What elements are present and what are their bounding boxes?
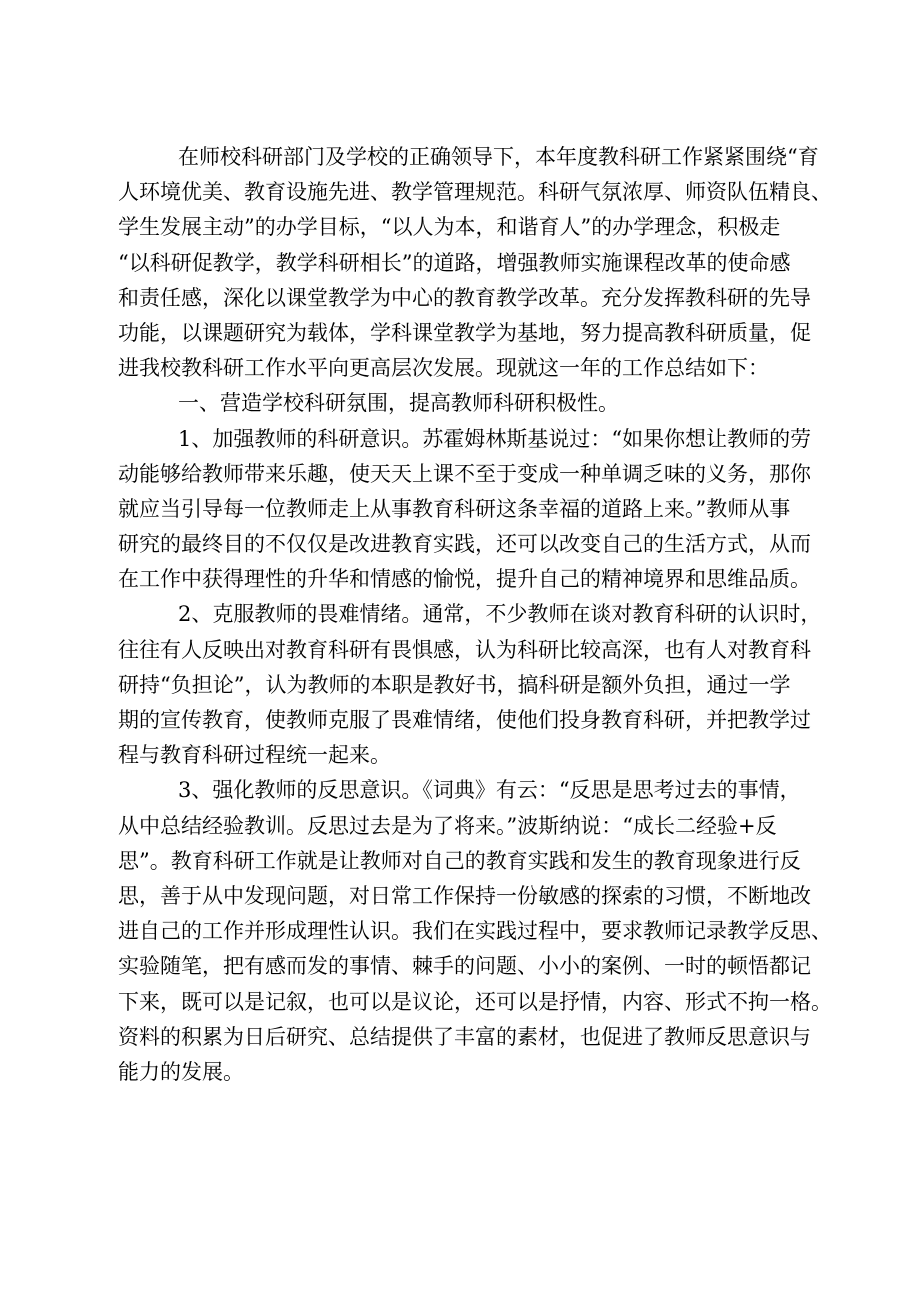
- intro-paragraph: [118, 140, 844, 386]
- paragraph-line: 期的宣传教育，使教师克服了畏难情绪，使他们投身教育科研，并把教学过: [118, 708, 811, 732]
- paragraph-line: 在工作中获得理性的升华和情感的愉悦，提升自己的精神境界和思维品质。: [118, 567, 811, 592]
- paragraph-line: 研持“负担论”，认为教师的本职是教好书，搞科研是额外负担，通过一学: [118, 672, 791, 697]
- document-body: [118, 140, 844, 1090]
- paragraph-line: 从中总结经验教训。反思过去是为了将来。”波斯纳说：“成长二经验+反: [118, 813, 777, 838]
- paragraph-line: 2、克服教师的畏难情绪。通常，不少教师在谈对教育科研的认识时，: [178, 602, 822, 627]
- paragraph-line: 1、加强教师的科研意识。苏霍姆林斯基说过：“如果你想让教师的劳: [178, 426, 812, 451]
- paragraph-line: 下来，既可以是记叙，也可以是议论，还可以是抒情，内容、形式不拘一格。: [118, 989, 832, 1014]
- section-heading: [118, 386, 844, 421]
- paragraph-line: 功能，以课题研究为载体，学科课堂教学为基地，努力提高教科研质量，促: [118, 320, 811, 345]
- paragraph-line: 就应当引导每一位教师走上从事教育科研这条幸福的道路上来。”教师从事: [118, 496, 791, 521]
- paragraph-line: 思，善于从中发现问题，对日常工作保持一份敏感的探索的习惯，不断地改: [118, 883, 811, 908]
- paragraph-line: 和责任感，深化以课堂教学为中心的教育教学改革。充分发挥教科研的先导: [118, 285, 811, 310]
- paragraph-line: 往往有人反映出对教育科研有畏惧感，认为科研比较高深，也有人对教育科: [118, 637, 811, 662]
- paragraph-line: 进自己的工作并形成理性认识。我们在实践过程中，要求教师记录教学反思、: [118, 919, 832, 944]
- paragraph-line: 资料的积累为日后研究、总结提供了丰富的素材，也促进了教师反思意识与: [118, 1024, 811, 1049]
- paragraph-line: “以科研促教学，教学科研相长”的道路，增强教师实施课程改革的使命感: [118, 250, 791, 275]
- paragraph-line: 动能够给教师带来乐趣，使天天上课不至于变成一种单调乏味的义务，那你: [118, 461, 811, 486]
- item-2-paragraph: [118, 597, 844, 773]
- item-1-paragraph: [118, 422, 844, 598]
- paragraph-line: 思”。教育科研工作就是让教师对自己的教育实践和发生的教育现象进行反: [118, 848, 801, 873]
- paragraph-line: 实验随笔，把有感而发的事情、棘手的问题、小小的案例、一时的顿悟都记: [118, 954, 811, 979]
- paragraph-line: 进我校教科研工作水平向更高层次发展。现就这一年的工作总结如下：: [118, 356, 769, 381]
- paragraph-line: 人环境优美、教育设施先进、教学管理规范。科研气氛浓厚、师资队伍精良、: [118, 180, 832, 205]
- paragraph-line: 3、强化教师的反思意识。《词典》有云：“反思是思考过去的事情，: [178, 778, 801, 803]
- paragraph-line: 在师校科研部门及学校的正确领导下，本年度教科研工作紧紧围绕“育: [178, 145, 819, 169]
- paragraph-line: 能力的发展。: [118, 1059, 244, 1084]
- paragraph-line: 研究的最终目的不仅仅是改进教育实践，还可以改变自己的生活方式，从而: [118, 532, 811, 557]
- paragraph-line: 程与教育科研过程统一起来。: [118, 743, 391, 768]
- paragraph-line: 学生发展主动”的办学目标，“以人为本，和谐育人”的办学理念，积极走: [118, 215, 781, 240]
- section-heading-text: 一、营造学校科研氛围，提高教师科研积极性。: [178, 391, 619, 416]
- item-3-paragraph: [118, 773, 844, 1090]
